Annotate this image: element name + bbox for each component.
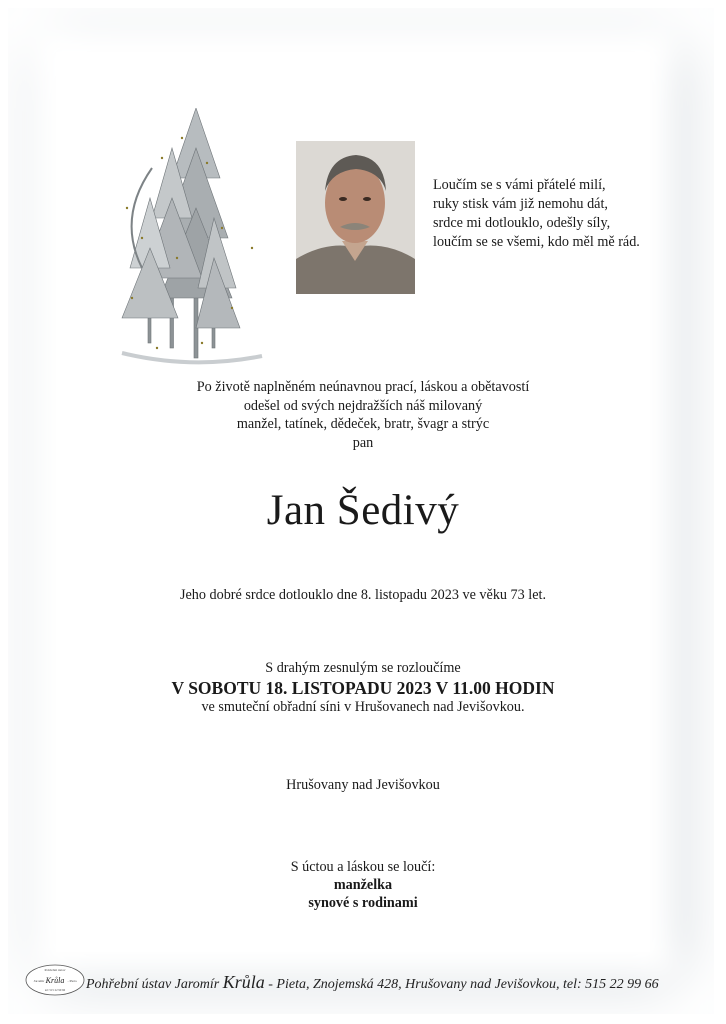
mourner-wife: manželka <box>333 877 393 893</box>
logo-brand-text: Krůla <box>45 976 65 985</box>
logo-bottom-text: tel: 515 22 99 66 <box>44 988 66 992</box>
place: Hrušovany nad Jevišovkou <box>286 777 440 793</box>
poem-line: ruky stisk vám již nemohu dát, <box>433 196 608 212</box>
intro-text <box>0 378 726 452</box>
poem-line: srdce mi dotlouklo, odešly síly, <box>433 215 611 231</box>
intro-line: Po životě naplněném neúnavnou prací, láskou a obětavostí <box>196 379 530 395</box>
poem-line: Loučím se s vámi přátelé milí, <box>433 177 606 193</box>
footer-suffix: - Pieta, Znojemská 428, Hrušovany nad Jevišovkou, tel: 515 22 99 66 <box>264 977 659 992</box>
funeral-home-logo <box>24 962 86 998</box>
mourners-heading: S úctou a láskou se loučí: <box>290 859 436 875</box>
pine-trees-icon <box>112 108 272 366</box>
intro-line: manžel, tatínek, dědeček, bratr, švagr a strýc <box>236 416 490 432</box>
intro-line: odešel od svých nejdražších náš milovaný <box>243 397 483 414</box>
footer-address <box>86 972 659 993</box>
farewell-datetime: V SOBOTU 18. LISTOPADU 2023 V 11.00 HODIN <box>171 678 555 698</box>
death-notice: Jeho dobré srdce dotlouklo dne 8. listopadu 2023 ve věku 73 let. <box>179 587 547 603</box>
poem-line: loučím se se všemi, kdo měl mě rád. <box>433 234 640 250</box>
intro-line: pan <box>352 434 374 451</box>
deceased-name: Jan Šedivý <box>266 487 460 534</box>
footer-prefix: Pohřební ústav Jaromír <box>86 977 223 992</box>
poem <box>433 176 683 252</box>
logo-right-text: - Pieta <box>67 979 77 983</box>
logo-top-text: Pohřební ústav <box>44 968 66 972</box>
portrait-photo <box>296 141 415 294</box>
mourner-sons: synové s rodinami <box>308 895 418 911</box>
logo-left-text: Jaromír <box>33 979 45 983</box>
farewell-venue: ve smuteční obřadní síni v Hrušovanech nad Jevišovkou. <box>201 699 525 715</box>
farewell-intro: S drahým zesnulým se rozloučíme <box>265 660 461 676</box>
footer-brand: Krůla <box>222 972 265 992</box>
